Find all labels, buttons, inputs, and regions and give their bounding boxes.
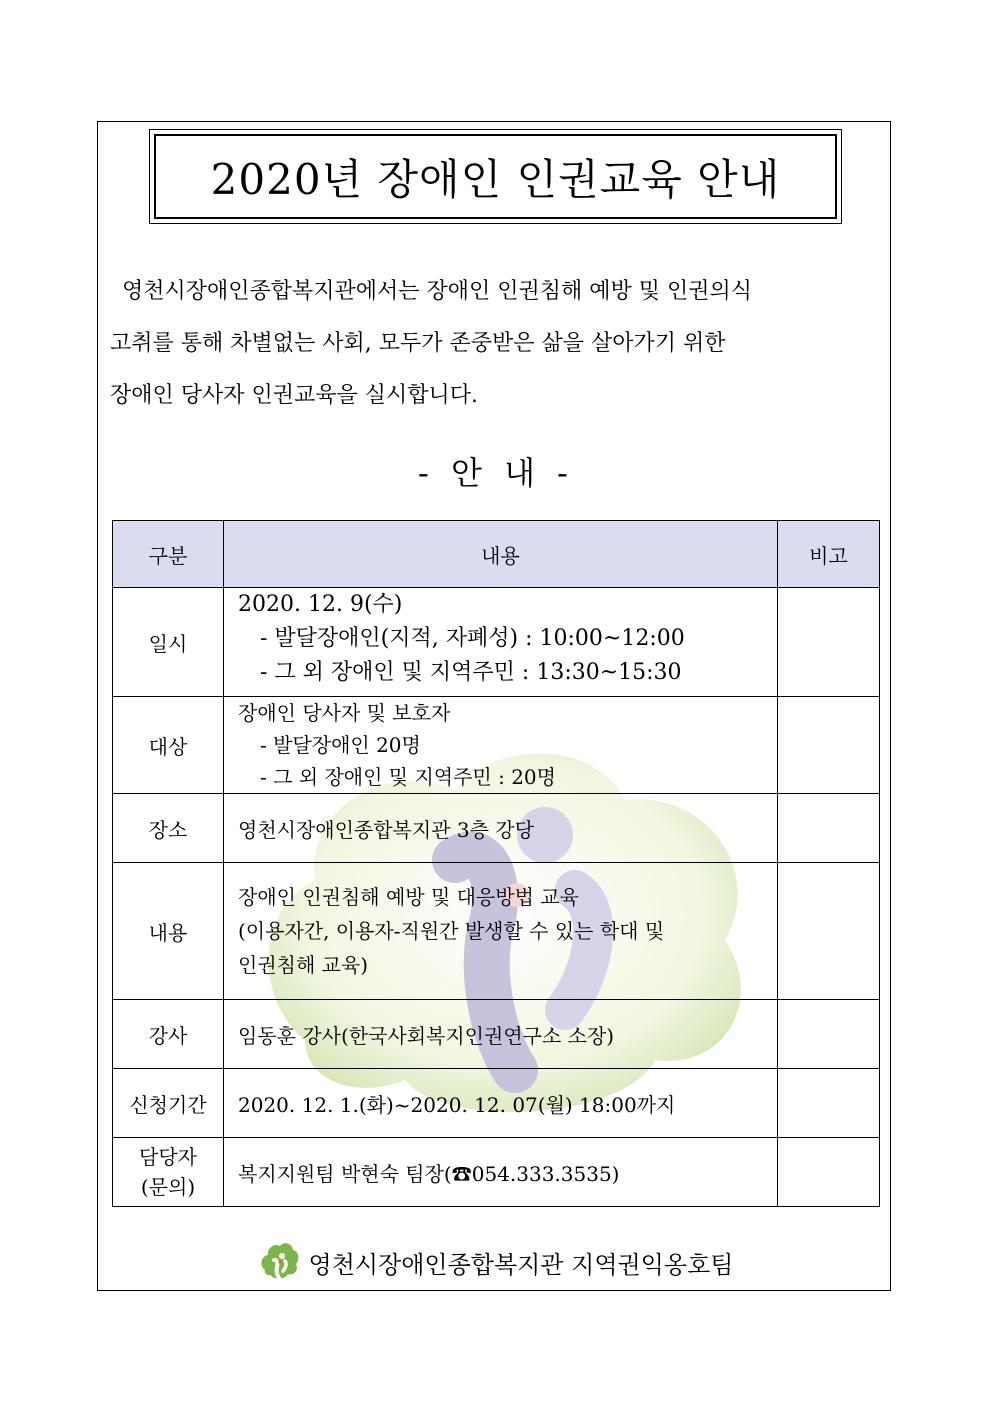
table-row-content: [113, 863, 880, 1000]
contact-label-line: 담당자: [139, 1145, 197, 1169]
target-line: - 발달장애인 20명: [260, 733, 421, 757]
row-content: 복지지원팀 박현숙 팀장(☎054.333.3535): [224, 1138, 778, 1207]
target-line: - 그 외 장애인 및 지역주민 : 20명: [260, 765, 556, 789]
header-content: 내용: [224, 521, 778, 588]
page-title: 2020년 장애인 인권교육 안내: [154, 134, 837, 219]
date-line: - 그 외 장애인 및 지역주민 : 13:30~15:30: [260, 660, 682, 685]
intro-line: 영천시장애인종합복지관에서는 장애인 인권침해 예방 및 인권의식: [122, 279, 753, 304]
table-row-contact: [113, 1138, 880, 1207]
table-header-row: [113, 521, 880, 588]
row-note: [778, 588, 880, 697]
row-content: 2020. 12. 1.(화)~2020. 12. 07(월) 18:00까지: [224, 1069, 778, 1138]
content-line: (이용자간, 이용자-직원간 발생할 수 있는 학대 및: [238, 919, 665, 943]
header-category: 구분: [113, 521, 224, 588]
row-content: 영천시장애인종합복지관 3층 강당: [224, 794, 778, 863]
content-line: 장애인 인권침해 예방 및 대응방법 교육: [238, 885, 579, 909]
row-label: 신청기간: [113, 1069, 224, 1138]
info-table: [112, 520, 880, 1207]
intro-line: 장애인 당사자 인권교육을 실시합니다.: [110, 383, 479, 408]
row-note: [778, 1069, 880, 1138]
row-label: [113, 1138, 224, 1207]
row-content: [224, 588, 778, 697]
table-row-date: [113, 588, 880, 697]
title-box: [149, 129, 842, 224]
date-line: 2020. 12. 9(수): [238, 592, 403, 617]
row-content: [224, 863, 778, 1000]
row-label: 내용: [113, 863, 224, 1000]
date-line: - 발달장애인(지적, 자폐성) : 10:00~12:00: [260, 626, 685, 651]
content-line: 인권침해 교육): [238, 953, 369, 977]
row-label: 일시: [113, 588, 224, 697]
table-row-place: [113, 794, 880, 863]
row-note: [778, 697, 880, 794]
intro-line: 고취를 통해 차별없는 사회, 모두가 존중받은 삶을 살아가기 위한: [110, 331, 726, 356]
row-content: 임동훈 강사(한국사회복지인권연구소 소장): [224, 1000, 778, 1069]
header-note: 비고: [778, 521, 880, 588]
target-line: 장애인 당사자 및 보호자: [238, 701, 451, 725]
row-label: 대상: [113, 697, 224, 794]
organization-logo-icon: [259, 1240, 299, 1284]
table-row-lecturer: [113, 1000, 880, 1069]
row-label: 강사: [113, 1000, 224, 1069]
row-label: 장소: [113, 794, 224, 863]
table-row-period: [113, 1069, 880, 1138]
footer-organization: 영천시장애인종합복지관 지역권익옹호팀: [308, 1250, 734, 1279]
contact-label-line: (문의): [140, 1175, 196, 1199]
row-content: [224, 697, 778, 794]
footer: [0, 1240, 992, 1284]
row-note: [778, 1000, 880, 1069]
guide-heading: - 안 내 -: [418, 454, 574, 492]
row-note: [778, 794, 880, 863]
row-note: [778, 1138, 880, 1207]
intro-paragraph: [110, 266, 886, 422]
row-note: [778, 863, 880, 1000]
table-row-target: [113, 697, 880, 794]
